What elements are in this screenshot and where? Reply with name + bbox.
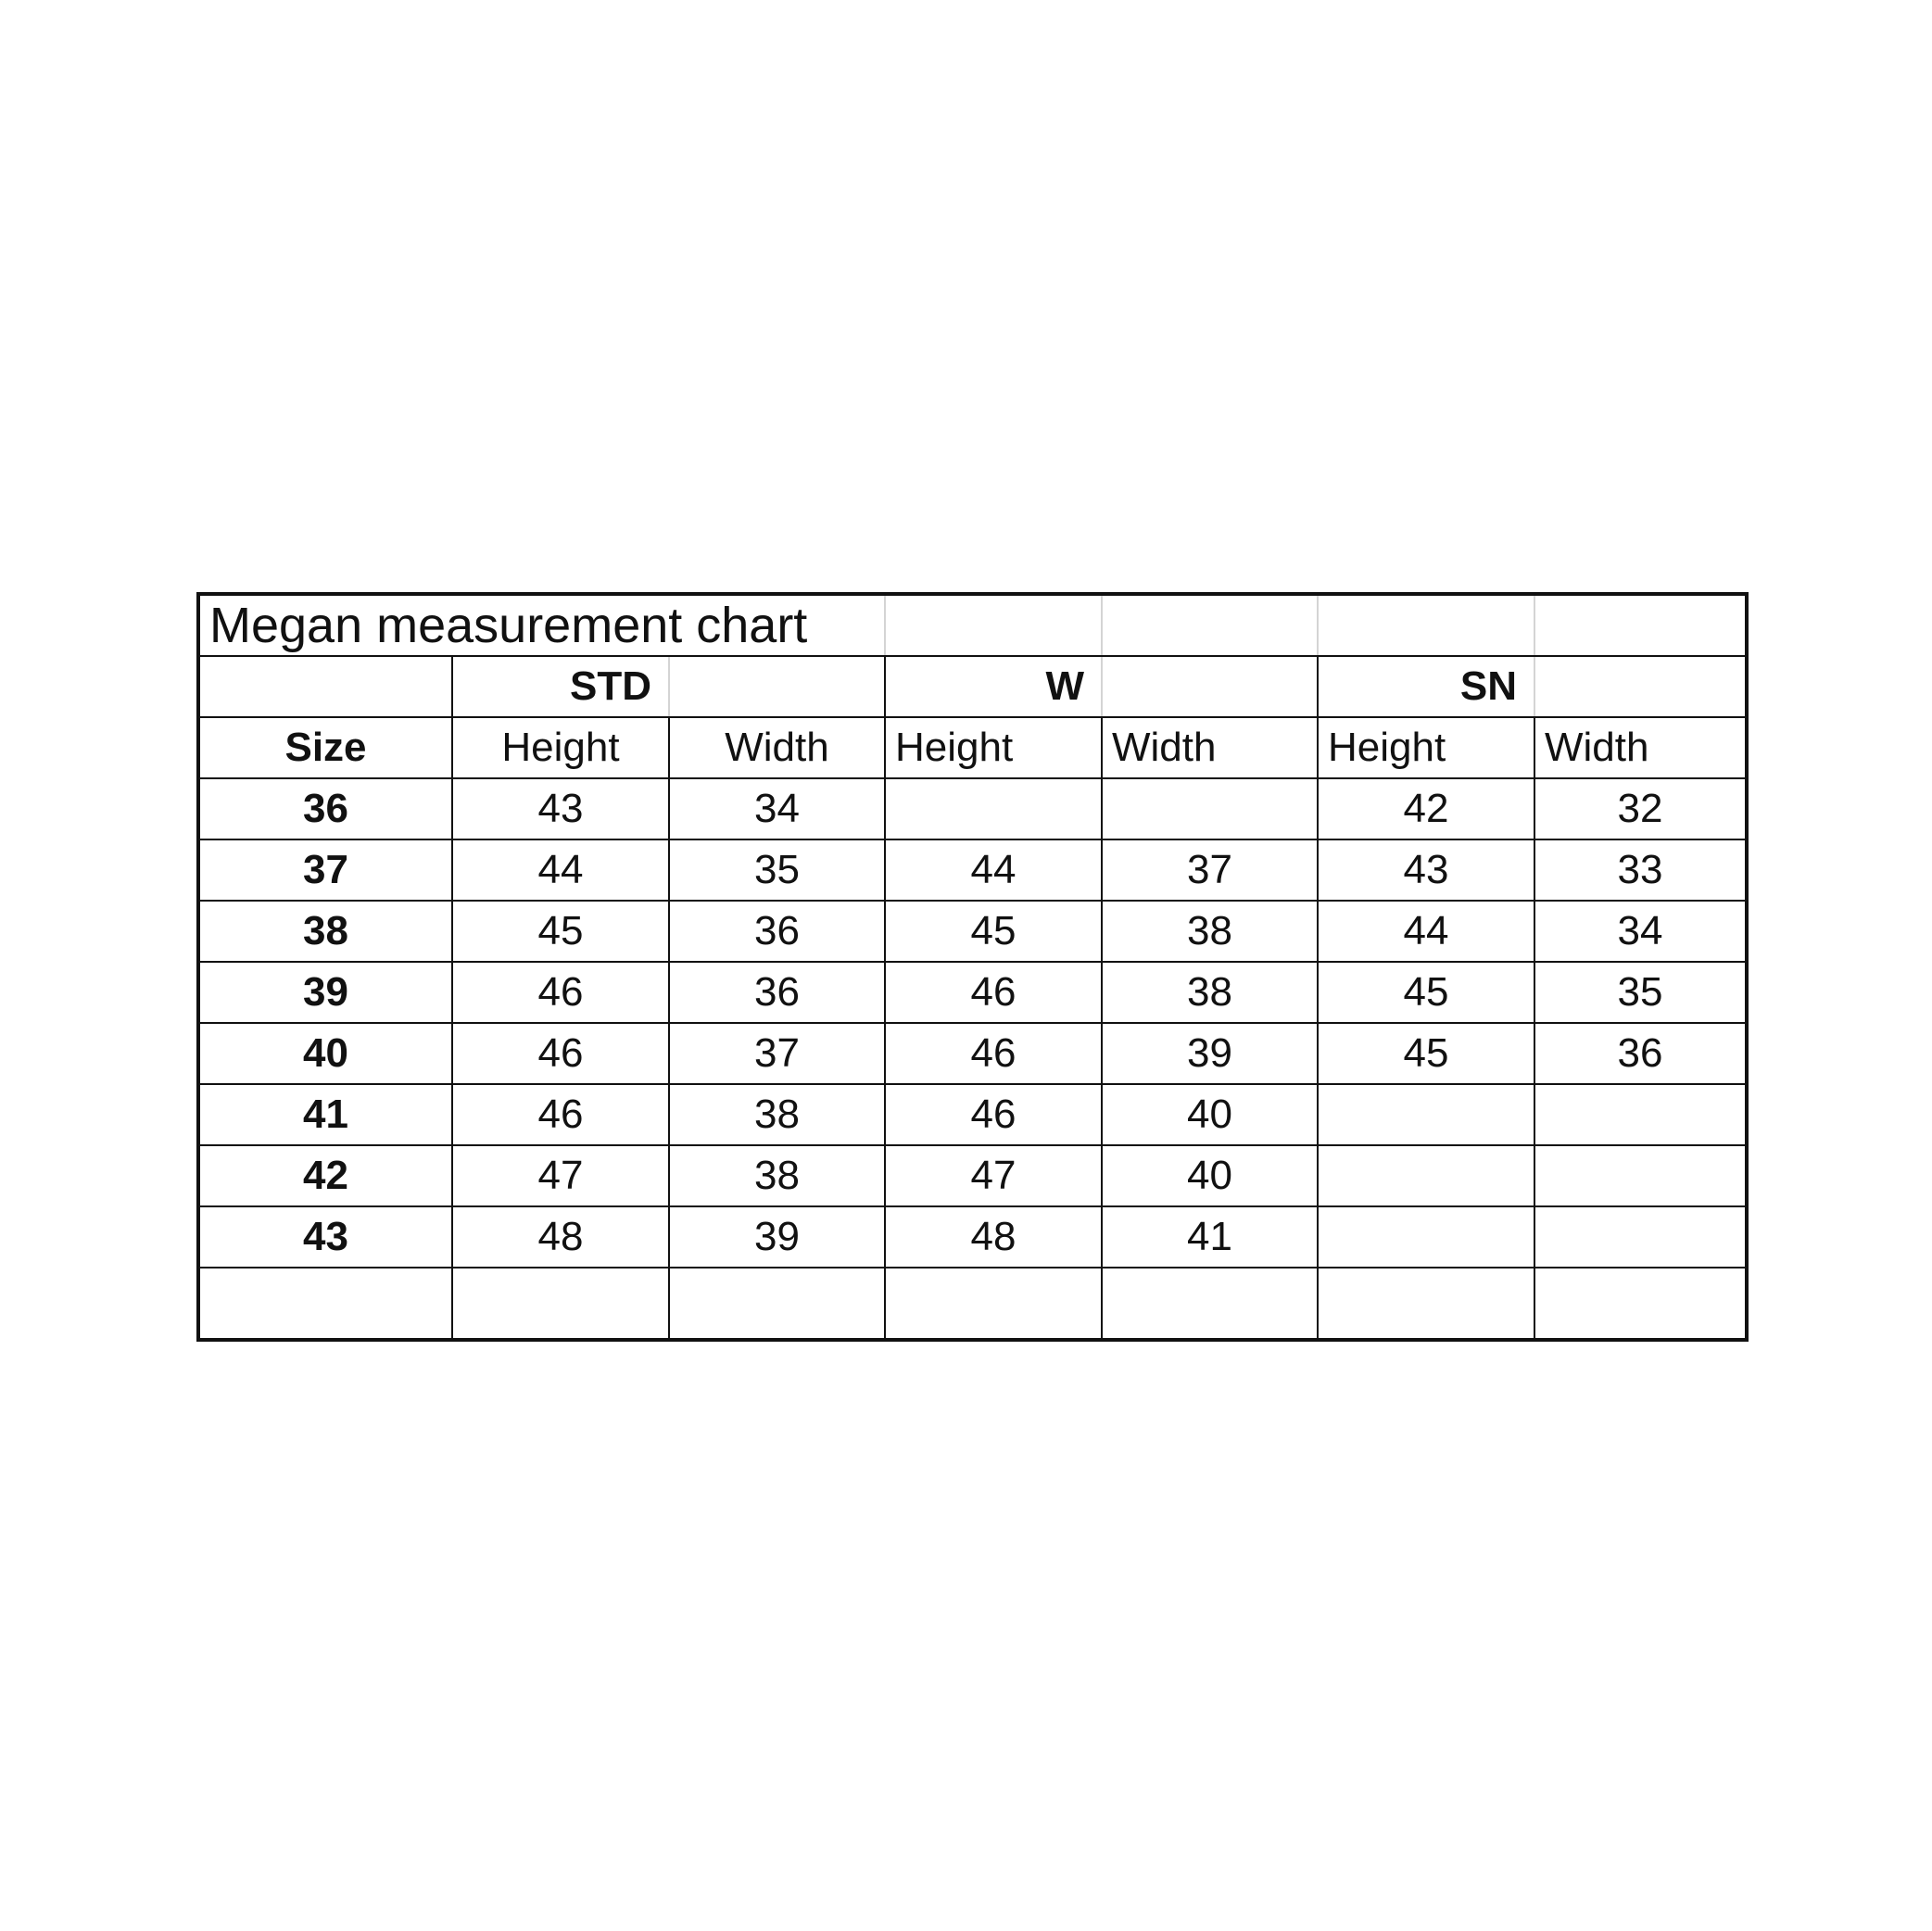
- sn-width-cell: [1534, 1207, 1745, 1267]
- table-row: [200, 1024, 1745, 1085]
- w-height-cell: 46: [884, 1085, 1101, 1144]
- column-header-w-height: Height: [884, 718, 1101, 777]
- sn-height-cell: [1317, 1268, 1534, 1338]
- size-cell: 36: [303, 786, 348, 831]
- size-cell: 40: [303, 1030, 348, 1076]
- size-cell: [200, 1268, 451, 1338]
- group-label-sn: SN: [1317, 657, 1534, 716]
- w-width-cell: 37: [1101, 840, 1317, 900]
- group-header-empty: [1101, 657, 1317, 716]
- sn-width-cell: [1534, 1085, 1745, 1144]
- std-height-cell: 44: [451, 840, 668, 900]
- w-width-cell: 40: [1101, 1146, 1317, 1205]
- std-height-cell: 46: [451, 1085, 668, 1144]
- w-width-cell: 39: [1101, 1024, 1317, 1083]
- sn-height-cell: 44: [1317, 902, 1534, 961]
- title-empty-cell: [1534, 596, 1745, 655]
- column-header-size: Size: [284, 725, 367, 770]
- sn-width-cell: [1534, 1146, 1745, 1205]
- std-width-cell: 37: [668, 1024, 884, 1083]
- measurement-table: [196, 592, 1749, 1342]
- page-title: Megan measurement chart: [209, 598, 808, 653]
- sn-height-cell: [1317, 1146, 1534, 1205]
- group-header-empty: [668, 657, 884, 716]
- size-cell: 37: [303, 847, 348, 892]
- column-header-sn-height: Height: [1317, 718, 1534, 777]
- std-width-cell: 35: [668, 840, 884, 900]
- table-row: [200, 902, 1745, 963]
- group-header-empty: [1534, 657, 1745, 716]
- column-header-std-width: Width: [668, 718, 884, 777]
- sn-height-cell: 45: [1317, 1024, 1534, 1083]
- w-width-cell: 38: [1101, 963, 1317, 1022]
- w-height-cell: [884, 779, 1101, 839]
- w-height-cell: 46: [884, 963, 1101, 1022]
- std-height-cell: [451, 1268, 668, 1338]
- table-row: [200, 1207, 1745, 1268]
- column-header-sn-width: Width: [1534, 718, 1745, 777]
- std-width-cell: 38: [668, 1085, 884, 1144]
- std-height-cell: 45: [451, 902, 668, 961]
- table-row: [200, 779, 1745, 840]
- title-row: [200, 596, 1745, 657]
- table-row: [200, 963, 1745, 1024]
- sn-height-cell: 45: [1317, 963, 1534, 1022]
- table-row: [200, 1268, 1745, 1338]
- w-height-cell: [884, 1268, 1101, 1338]
- w-width-cell: 40: [1101, 1085, 1317, 1144]
- size-cell: 38: [303, 908, 348, 953]
- w-width-cell: 38: [1101, 902, 1317, 961]
- title-empty-cell: [884, 596, 1101, 655]
- std-height-cell: 43: [451, 779, 668, 839]
- std-height-cell: 48: [451, 1207, 668, 1267]
- std-height-cell: 46: [451, 963, 668, 1022]
- std-height-cell: 46: [451, 1024, 668, 1083]
- w-height-cell: 46: [884, 1024, 1101, 1083]
- std-width-cell: 36: [668, 902, 884, 961]
- std-width-cell: 39: [668, 1207, 884, 1267]
- sn-height-cell: 43: [1317, 840, 1534, 900]
- column-header-w-width: Width: [1101, 718, 1317, 777]
- title-empty-cell: [1101, 596, 1317, 655]
- std-width-cell: 34: [668, 779, 884, 839]
- sn-height-cell: [1317, 1085, 1534, 1144]
- std-height-cell: 47: [451, 1146, 668, 1205]
- std-width-cell: 36: [668, 963, 884, 1022]
- sn-width-cell: [1534, 1268, 1745, 1338]
- w-height-cell: 47: [884, 1146, 1101, 1205]
- w-width-cell: 41: [1101, 1207, 1317, 1267]
- table-row: [200, 1146, 1745, 1207]
- sn-width-cell: 35: [1534, 963, 1745, 1022]
- std-width-cell: 38: [668, 1146, 884, 1205]
- title-empty-cell: [1317, 596, 1534, 655]
- sn-height-cell: 42: [1317, 779, 1534, 839]
- size-cell: 41: [303, 1092, 348, 1137]
- w-height-cell: 44: [884, 840, 1101, 900]
- table-row: [200, 1085, 1745, 1146]
- group-label-std: STD: [451, 657, 668, 716]
- group-header-empty: [200, 657, 451, 716]
- sn-width-cell: 32: [1534, 779, 1745, 839]
- size-cell: 42: [303, 1153, 348, 1198]
- w-width-cell: [1101, 779, 1317, 839]
- table-row: [200, 840, 1745, 902]
- std-width-cell: [668, 1268, 884, 1338]
- sn-width-cell: 36: [1534, 1024, 1745, 1083]
- column-header-std-height: Height: [451, 718, 668, 777]
- w-width-cell: [1101, 1268, 1317, 1338]
- sn-height-cell: [1317, 1207, 1534, 1267]
- size-cell: 39: [303, 969, 348, 1015]
- w-height-cell: 48: [884, 1207, 1101, 1267]
- sn-width-cell: 34: [1534, 902, 1745, 961]
- w-height-cell: 45: [884, 902, 1101, 961]
- size-cell: 43: [303, 1214, 348, 1259]
- group-header-row: [200, 657, 1745, 718]
- column-header-row: [200, 718, 1745, 779]
- group-label-w: W: [884, 657, 1101, 716]
- sn-width-cell: 33: [1534, 840, 1745, 900]
